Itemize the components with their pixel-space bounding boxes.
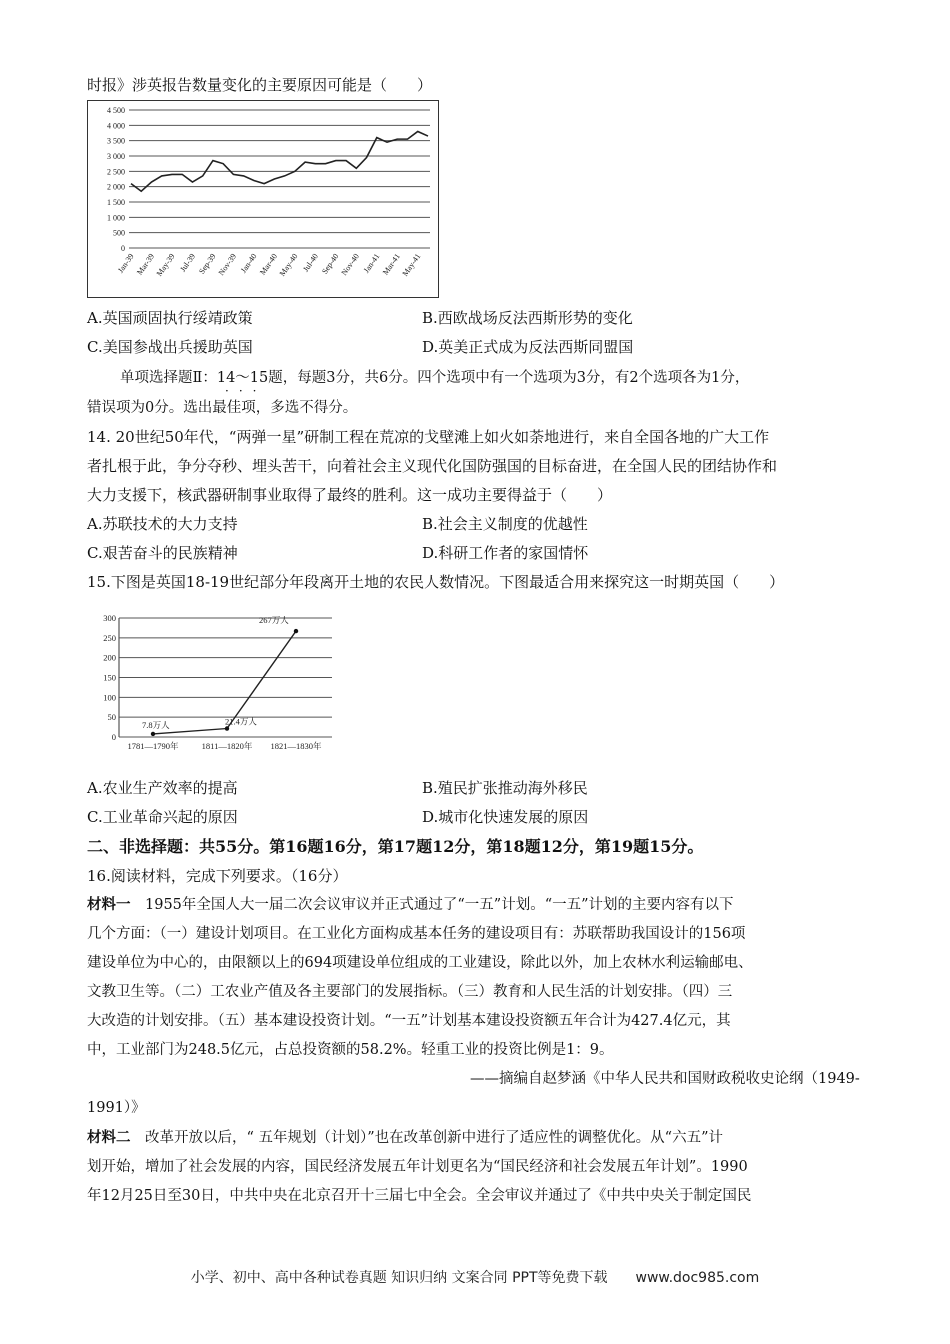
q14-line-1: 14. 20世纪50年代，“两弹一星”研制工程在荒凉的戈壁滩上如火如荼地进行，来自全国各地的广大工作 <box>87 428 770 446</box>
data-point <box>294 629 298 633</box>
x-tick-label: 1781—1790年 <box>127 741 179 751</box>
y-tick-label: 500 <box>113 228 125 238</box>
y-tick-label: 100 <box>103 692 116 703</box>
q13-option-a[interactable]: A.英国顽固执行绥靖政策 <box>87 309 253 327</box>
data-point <box>151 732 155 736</box>
x-tick-label: Sep-40 <box>320 251 341 276</box>
q16-material-2-line-1: 材料二 改革开放以后，“ 五年规划（计划）”也在改革创新中进行了适应性的调整优化。从“六五”计 <box>87 1129 724 1146</box>
q16-material-1-line-3: 建设单位为中心的，由限额以上的694项建设单位组成的工业建设，除此以外，加上农林水利运输邮电、 <box>87 955 753 971</box>
material-2-label: 材料二 <box>87 1129 131 1146</box>
x-tick-label: Mar-41 <box>380 251 402 277</box>
q14-option-c[interactable]: C.艰苦奋斗的民族精神 <box>87 544 238 562</box>
x-tick-label: Jan-40 <box>238 251 259 275</box>
q14-option-b[interactable]: B.社会主义制度的优越性 <box>422 515 588 533</box>
q16-material-1-line-6: 中，工业部门为248.5亿元，占总投资额的58.2%。轻重工业的投资比例是1：9。 <box>87 1042 614 1058</box>
material-1-label: 材料一 <box>87 896 131 913</box>
y-tick-label: 4 000 <box>107 121 125 131</box>
y-tick-label: 200 <box>103 652 116 663</box>
x-tick-label: Jul-39 <box>178 251 198 274</box>
x-tick-label: 1821—1830年 <box>270 741 322 751</box>
chart1-svg <box>87 100 439 298</box>
x-tick-label: Jul-40 <box>301 251 320 274</box>
x-tick-label: May-41 <box>400 251 423 278</box>
q14-option-d[interactable]: D.科研工作者的家国情怀 <box>422 544 589 562</box>
data-point <box>225 726 229 730</box>
y-tick-label: 2 000 <box>107 182 125 192</box>
x-tick-label: Nov-39 <box>216 251 239 278</box>
y-tick-label: 4 500 <box>107 106 125 115</box>
x-tick-label: Mar-39 <box>135 251 157 277</box>
x-tick-label: Sep-39 <box>197 251 218 276</box>
q16-material-1-line-2: 几个方面：（一）建设计划项目。在工业化方面构成基本任务的建设项目有：苏联帮助我国设计的156项 <box>87 926 746 942</box>
q16-material-2-line-3: 年12月25日至30日，中共中央在北京召开十三届七中全会。全会审议并通过了《中共中央关于制定国民 <box>87 1188 752 1204</box>
y-tick-label: 150 <box>103 672 116 683</box>
q14-line-2: 者扎根于此，争分夺秒、埋头苦干，向着社会主义现代化国防强国的目标奋进，在全国人民的团结协作和 <box>87 457 778 475</box>
y-tick-label: 3 500 <box>107 136 125 146</box>
x-tick-label: Mar-40 <box>257 251 280 277</box>
q16-material-2-line-2: 划开始，增加了社会发展的内容，国民经济发展五年计划更名为“国民经济和社会发展五年计划”。1990 <box>87 1159 748 1175</box>
q16-head: 16.阅读材料，完成下列要求。（16分） <box>87 867 348 885</box>
x-tick-label: 1811—1820年 <box>201 741 253 751</box>
y-tick-label: 0 <box>121 244 125 253</box>
q15-option-a[interactable]: A.农业生产效率的提高 <box>87 779 238 797</box>
x-tick-label: May-39 <box>154 251 177 278</box>
y-tick-label: 0 <box>111 732 116 742</box>
data-label: 7.8万人 <box>142 719 170 730</box>
instructions-2-cont: 错误项为0分。选出最佳项，多选不得分。 <box>87 400 358 416</box>
q13-stem: 时报》涉英报告数量变化的主要原因可能是（ ） <box>87 76 433 94</box>
q16-source-1-cont: 1991）》 <box>87 1100 146 1116</box>
y-tick-label: 50 <box>107 712 116 723</box>
data-label: 267万人 <box>259 615 289 626</box>
q16-material-1-line-1: 材料一 1955年全国人大一届二次会议审议并正式通过了“一五”计划。“一五”计划的主要内容有以下 <box>87 896 734 913</box>
q16-material-1-line-4: 文教卫生等。（二）工农业产值及各主要部门的发展指标。（三）教育和人民生活的计划安排。（四）三 <box>87 984 733 1000</box>
q15-stem: 15.下图是英国18-19世纪部分年段离开土地的农民人数情况。下图最适合用来探究这一时期英国（ ） <box>87 573 785 591</box>
y-tick-label: 300 <box>103 613 116 623</box>
y-tick-label: 250 <box>103 632 116 643</box>
x-tick-label: Jan-39 <box>116 251 136 275</box>
q13-option-d[interactable]: D.英美正式成为反法西斯同盟国 <box>422 338 634 356</box>
q15-option-b[interactable]: B.殖民扩张推动海外移民 <box>422 779 588 797</box>
page-footer: 小学、初中、高中各种试卷真题 知识归纳 文案合同 PPT等免费下载 www.doc985.com <box>190 1270 760 1286</box>
q14-option-a[interactable]: A.苏联技术的大力支持 <box>87 515 238 533</box>
data-label: 21.4万人 <box>225 716 257 727</box>
y-tick-label: 3 000 <box>107 152 125 161</box>
y-tick-label: 1 000 <box>107 213 125 223</box>
y-tick-label: 1 500 <box>107 198 125 207</box>
q16-source-1: ——摘编自赵梦涵《中华人民共和国财政税收史论纲（1949- <box>470 1071 860 1087</box>
x-tick-label: Jan-41 <box>361 251 382 275</box>
q14-line-3: 大力支援下，核武器研制事业取得了最终的胜利。这一成功主要得益于（ ） <box>87 486 613 504</box>
q16-material-1-line-5: 大改造的计划安排。（五）基本建设投资计划。“一五”计划基本建设投资额五年合计为427.4亿元，其 <box>87 1013 731 1029</box>
q13-option-b[interactable]: B.西欧战场反法西斯形势的变化 <box>422 309 633 327</box>
section-2-heading: 二、非选择题：共55分。第16题16分，第17题12分，第18题12分，第19题15分。 <box>87 837 704 856</box>
emphasis-dots: ··· <box>225 384 267 398</box>
q15-option-c[interactable]: C.工业革命兴起的原因 <box>87 808 238 826</box>
x-tick-label: Nov-40 <box>339 251 361 278</box>
y-tick-label: 2 500 <box>107 167 125 177</box>
chart2-svg <box>87 607 347 757</box>
q13-option-c[interactable]: C.美国参战出兵援助英国 <box>87 338 253 356</box>
instructions-2: 单项选择题Ⅱ：14～15题，每题3分，共6分。四个选项中有一个选项为3分，有2个选项各为1分， <box>120 370 750 386</box>
x-tick-label: May-40 <box>277 251 300 278</box>
q15-option-d[interactable]: D.城市化快速发展的原因 <box>422 808 589 826</box>
